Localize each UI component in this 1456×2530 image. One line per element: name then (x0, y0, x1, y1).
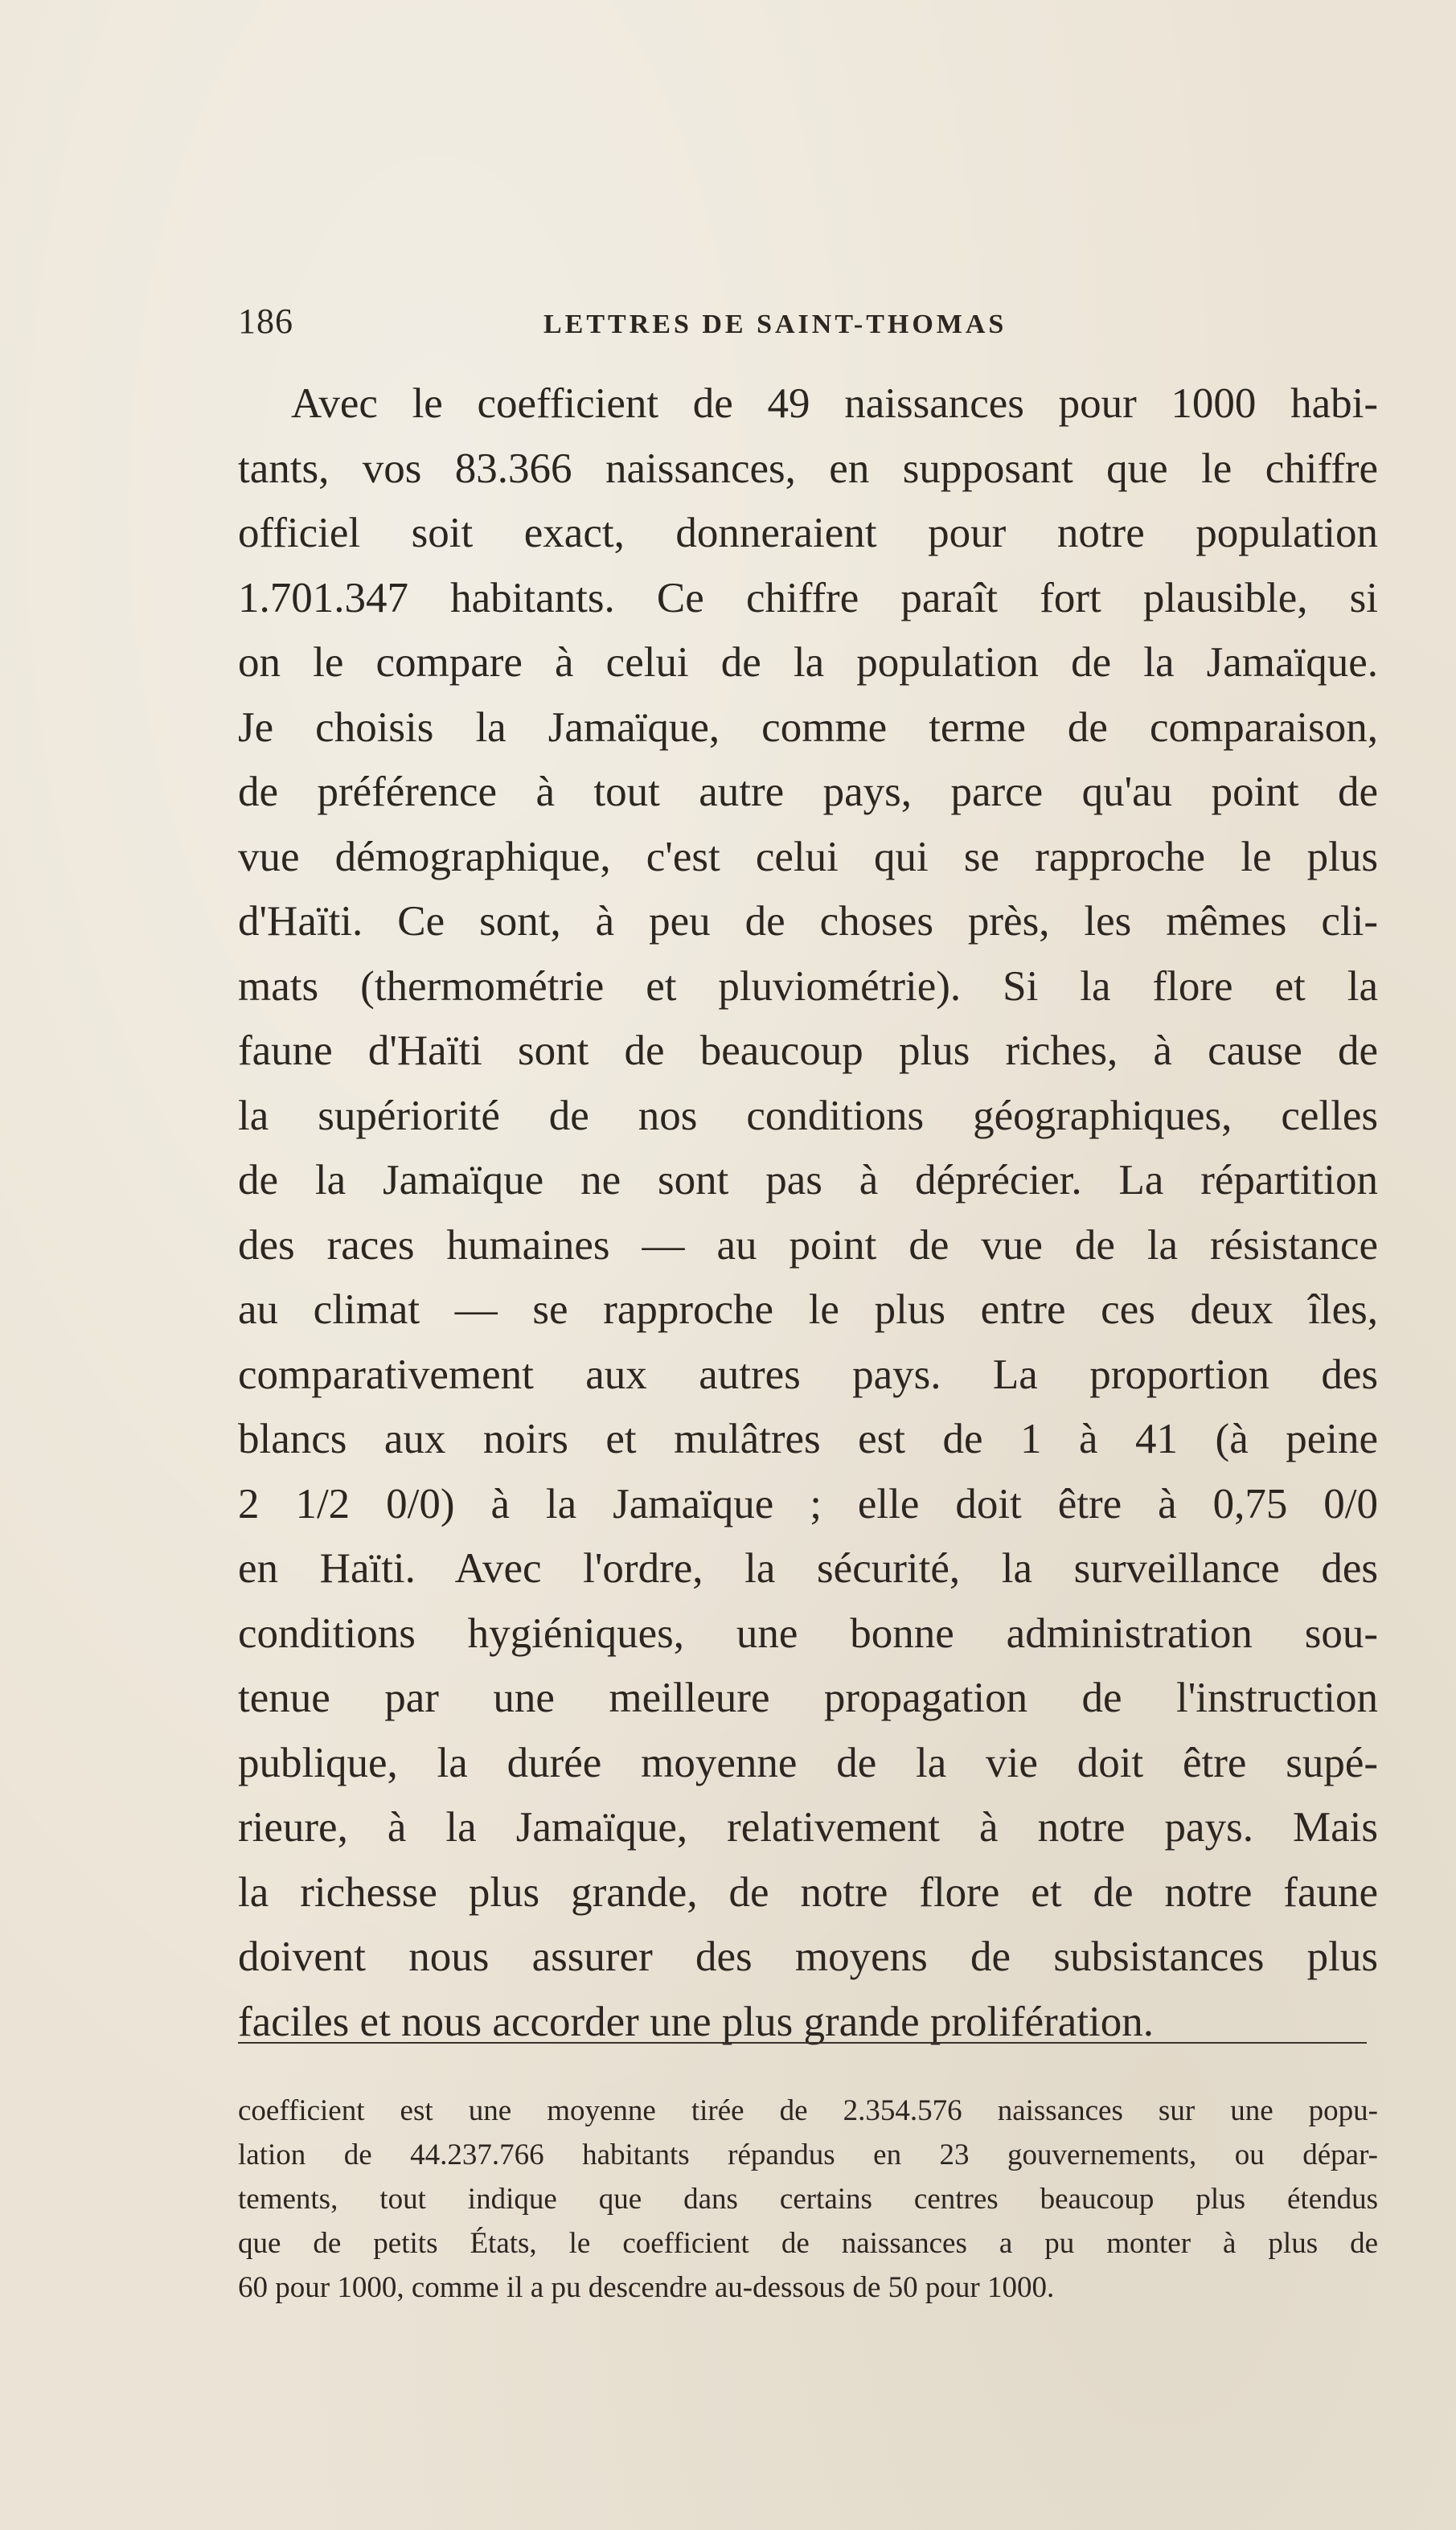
text-line: Je choisis la Jamaïque, comme terme de comparaison, (238, 703, 1378, 751)
main-text (238, 371, 1378, 2054)
footnote-line: lation de 44.237.766 habitants répandus en 23 gouvernements, ou dépar- (238, 2138, 1378, 2171)
text-line: de préférence à tout autre pays, parce qu'au point de (238, 769, 1378, 815)
text-line: tants, vos 83.366 naissances, en supposant que le chiffre (238, 445, 1378, 492)
footnote-line: que de petits États, le coefficient de naissances a pu monter à plus de (238, 2227, 1378, 2260)
page-header (238, 299, 1364, 344)
footnote (238, 2089, 1378, 2310)
text-line: doivent nous assurer des moyens de subsistances plus (238, 1933, 1378, 1980)
text-line: la supériorité de nos conditions géographiques, celles (238, 1092, 1378, 1139)
text-line: officiel soit exact, donneraient pour notre population (238, 510, 1378, 556)
text-line: conditions hygiéniques, une bonne administration sou- (238, 1609, 1378, 1657)
text-line: mats (thermométrie et pluviométrie). Si la flore et la (238, 962, 1378, 1010)
text-line: la richesse plus grande, de notre flore et de notre faune (238, 1868, 1378, 1916)
text-line: vue démographique, c'est celui qui se rapproche le plus (238, 833, 1378, 880)
text-line: de la Jamaïque ne sont pas à déprécier. La répartition (238, 1157, 1378, 1203)
running-title: LETTRES DE SAINT-THOMAS (543, 310, 1007, 339)
text-line: comparativement aux autres pays. La proportion des (238, 1351, 1378, 1398)
text-line: publique, la durée moyenne de la vie doit être supé- (238, 1739, 1378, 1786)
text-line: 1.701.347 habitants. Ce chiffre paraît fort plausible, si (238, 574, 1378, 621)
footnote-line: tements, tout indique que dans certains centres beaucoup plus étendus (238, 2183, 1378, 2216)
page-number: 186 (238, 301, 293, 341)
footnote-line: 60 pour 1000, comme il a pu descendre au-dessous de 50 pour 1000. (238, 2271, 1055, 2304)
text-line: en Haïti. Avec l'ordre, la sécurité, la surveillance des (238, 1545, 1378, 1592)
footnote-line: coefficient est une moyenne tirée de 2.354.576 naissances sur une popu- (238, 2094, 1378, 2127)
text-line: au climat — se rapproche le plus entre ces deux îles, (238, 1286, 1378, 1333)
text-line: faune d'Haïti sont de beaucoup plus riches, à cause de (238, 1027, 1378, 1074)
text-line: tenue par une meilleure propagation de l'instruction (238, 1675, 1378, 1721)
text-line: 2 1/2 0/0) à la Jamaïque ; elle doit être à 0,75 0/0 (238, 1480, 1378, 1527)
footnote-divider (238, 2042, 1367, 2044)
text-line: blancs aux noirs et mulâtres est de 1 à 41 (à peine (238, 1416, 1378, 1462)
text-line: d'Haïti. Ce sont, à peu de choses près, les mêmes cli- (238, 898, 1378, 945)
text-line: faciles et nous accorder une plus grande prolifération. (238, 1998, 1155, 2045)
text-line: Avec le coefficient de 49 naissances pour 1000 habi- (291, 380, 1378, 427)
text-line: on le compare à celui de la population de la Jamaïque. (238, 639, 1378, 686)
text-line: rieure, à la Jamaïque, relativement à notre pays. Mais (238, 1804, 1378, 1851)
text-line: des races humaines — au point de vue de la résistance (238, 1221, 1378, 1269)
